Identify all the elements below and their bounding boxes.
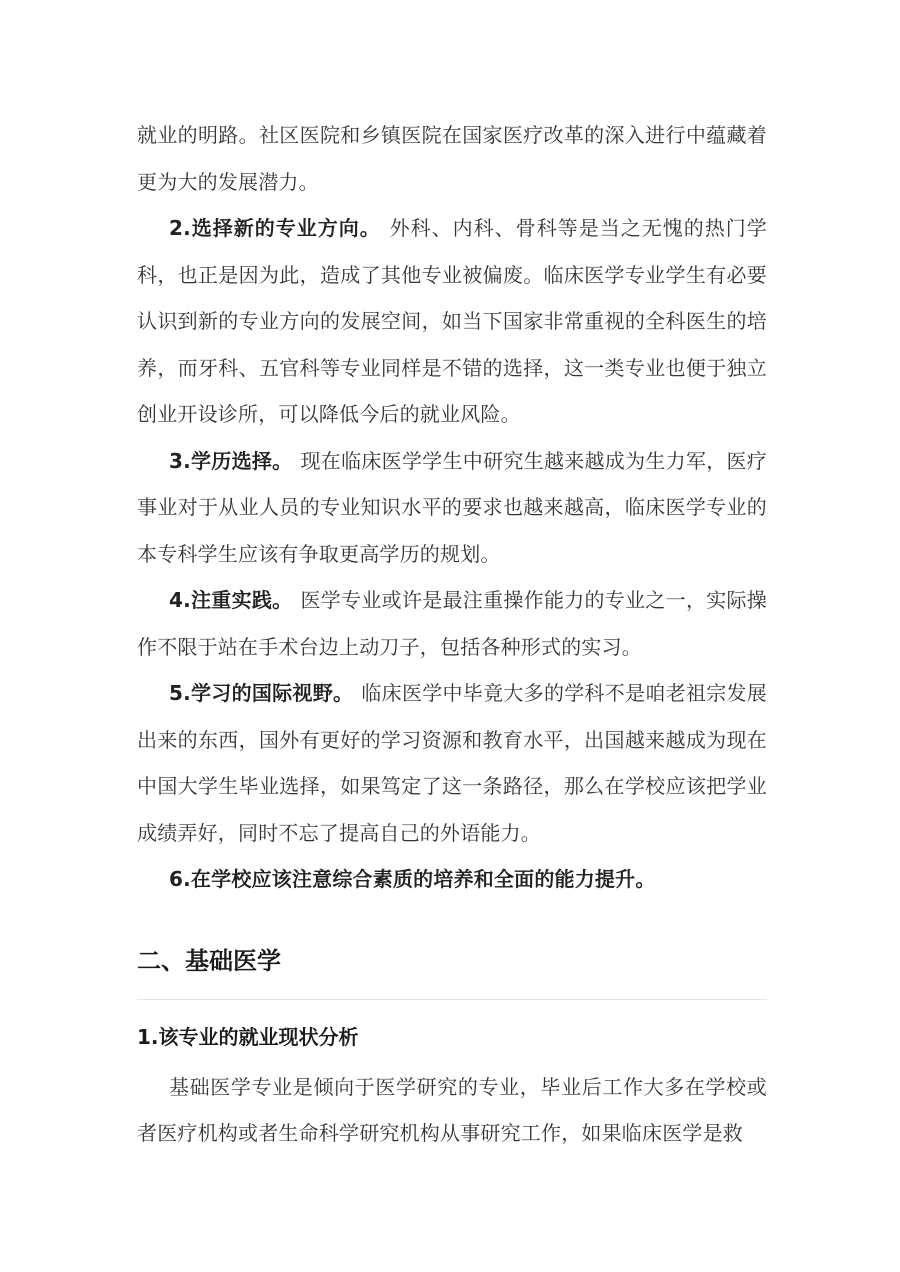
list-item (137, 438, 767, 578)
list-item (137, 205, 767, 438)
item-heading: 5.学习的国际视野。 (169, 681, 354, 705)
list-item (137, 670, 767, 856)
item-heading: 3.学历选择。 (169, 448, 293, 473)
document-body (137, 112, 767, 1157)
list-item (137, 577, 767, 670)
item-heading: 2.选择新的专业方向。 (169, 216, 381, 240)
item-heading: 4.注重实践。 (169, 588, 293, 612)
item-text: 临床医学中毕竟大多的学科不是咱老祖宗发展出来的东西，国外有更好的学习资源和教育水平，出国越来越成为现在中国大学生毕业选择，如果笃定了这一条路径，那么在学校应该把学业成绩弄好，同时不忘了提高自己的外语能力。 (137, 681, 768, 845)
item-heading: 6.在学校应该注意综合素质的培养和全面的能力提升。 (169, 867, 656, 891)
item-text: 外科、内科、骨科等是当之无愧的热门学科，也正是因为此，造成了其他专业被偏废。临床医学专业学生有必要认识到新的专业方向的发展空间，如当下国家非常重视的全科医生的培养，而牙科、五官科等专业同样是不错的选择，这一类专业也便于独立创业开设诊所，可以降低今后的就业风险。 (137, 216, 767, 426)
paragraph-intro: 就业的明路。社区医院和乡镇医院在国家医疗改革的深入进行中蕴藏着更为大的发展潜力。 (137, 123, 767, 194)
paragraph-last: 基础医学专业是倾向于医学研究的专业，毕业后工作大多在学校或者医疗机构或者生命科学研究机构从事研究工作，如果临床医学是救 (137, 1074, 767, 1145)
subsection-title: 1.该专业的就业现状分析 (137, 1024, 359, 1049)
list-item (137, 856, 767, 903)
section-title: 二、基础医学 (137, 941, 767, 1000)
item-text: 现在临床医学学生中研究生越来越成为生力军，医疗事业对于从业人员的专业知识水平的要求也越来越高，临床医学专业的本专科学生应该有争取更高学历的规划。 (137, 448, 767, 566)
item-text: 医学专业或许是最注重操作能力的专业之一，实际操作不限于站在手术台边上动刀子，包括各种形式的实习。 (137, 588, 767, 659)
